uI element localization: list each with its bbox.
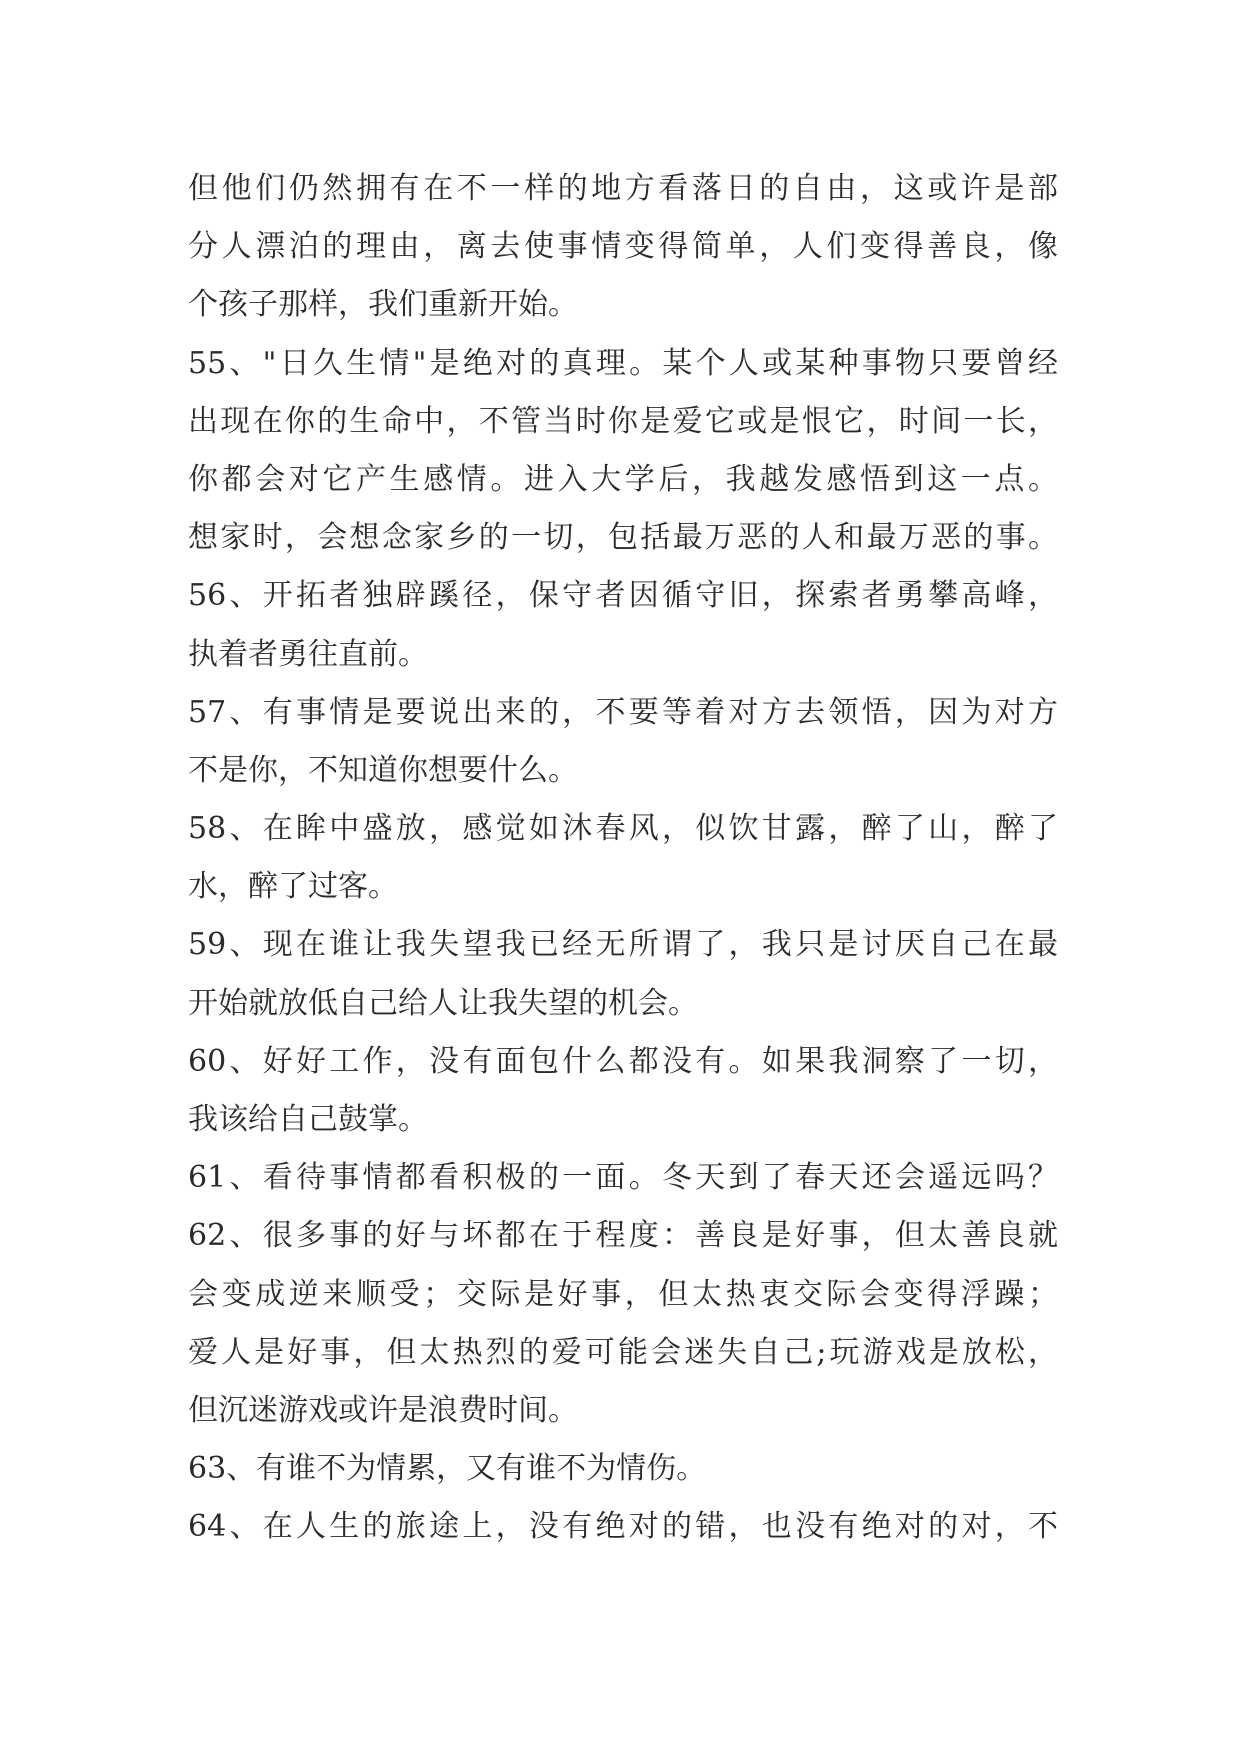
text-line: 60、好好工作，没有面包什么都没有。如果我洞察了一切， <box>188 1043 1058 1079</box>
text-line: 55、"日久生情"是绝对的真理。某个人或某种事物只要曾经 <box>188 345 1058 381</box>
text-line: 63、有谁不为情累，又有谁不为情伤。 <box>188 1451 707 1487</box>
text-line: 水，醉了过客。 <box>188 869 398 905</box>
text-line: 56、开拓者独辟蹊径，保守者因循守旧，探索者勇攀高峰， <box>188 578 1058 614</box>
text-line: 57、有事情是要说出来的，不要等着对方去领悟，因为对方 <box>188 694 1058 730</box>
text-line: 不是你，不知道你想要什么。 <box>188 752 578 788</box>
text-line: 我该给自己鼓掌。 <box>188 1102 428 1137</box>
text-line: 个孩子那样，我们重新开始。 <box>188 287 578 323</box>
text-line: 58、在眸中盛放，感觉如沐春风，似饮甘露，醉了山，醉了 <box>188 811 1058 847</box>
text-line: 想家时，会想念家乡的一切，包括最万恶的人和最万恶的事。 <box>188 520 1058 556</box>
text-line: 会变成逆来顺受；交际是好事，但太热衷交际会变得浮躁； <box>188 1276 1058 1312</box>
document-body <box>188 160 1058 1557</box>
text-line: 爱人是好事，但太热烈的爱可能会迷失自己;玩游戏是放松， <box>188 1334 1058 1370</box>
text-line: 61、看待事情都看积极的一面。冬天到了春天还会遥远吗？ <box>188 1160 1058 1196</box>
text-line: 执着者勇往直前。 <box>188 636 428 672</box>
text-line: 62、很多事的好与坏都在于程度：善良是好事，但太善良就 <box>188 1218 1058 1254</box>
text-line: 64、在人生的旅途上，没有绝对的错，也没有绝对的对，不 <box>188 1509 1058 1545</box>
text-line: 你都会对它产生感情。进入大学后，我越发感悟到这一点。 <box>188 461 1058 497</box>
text-line: 但他们仍然拥有在不一样的地方看落日的自由，这或许是部 <box>188 171 1058 206</box>
text-line: 出现在你的生命中，不管当时你是爱它或是恨它，时间一长， <box>188 403 1058 439</box>
text-line: 开始就放低自己给人让我失望的机会。 <box>188 985 698 1021</box>
text-line: 59、现在谁让我失望我已经无所谓了，我只是讨厌自己在最 <box>188 927 1058 963</box>
text-line: 但沉迷游戏或许是浪费时间。 <box>188 1392 578 1428</box>
text-line: 分人漂泊的理由，离去使事情变得简单，人们变得善良，像 <box>188 229 1058 265</box>
